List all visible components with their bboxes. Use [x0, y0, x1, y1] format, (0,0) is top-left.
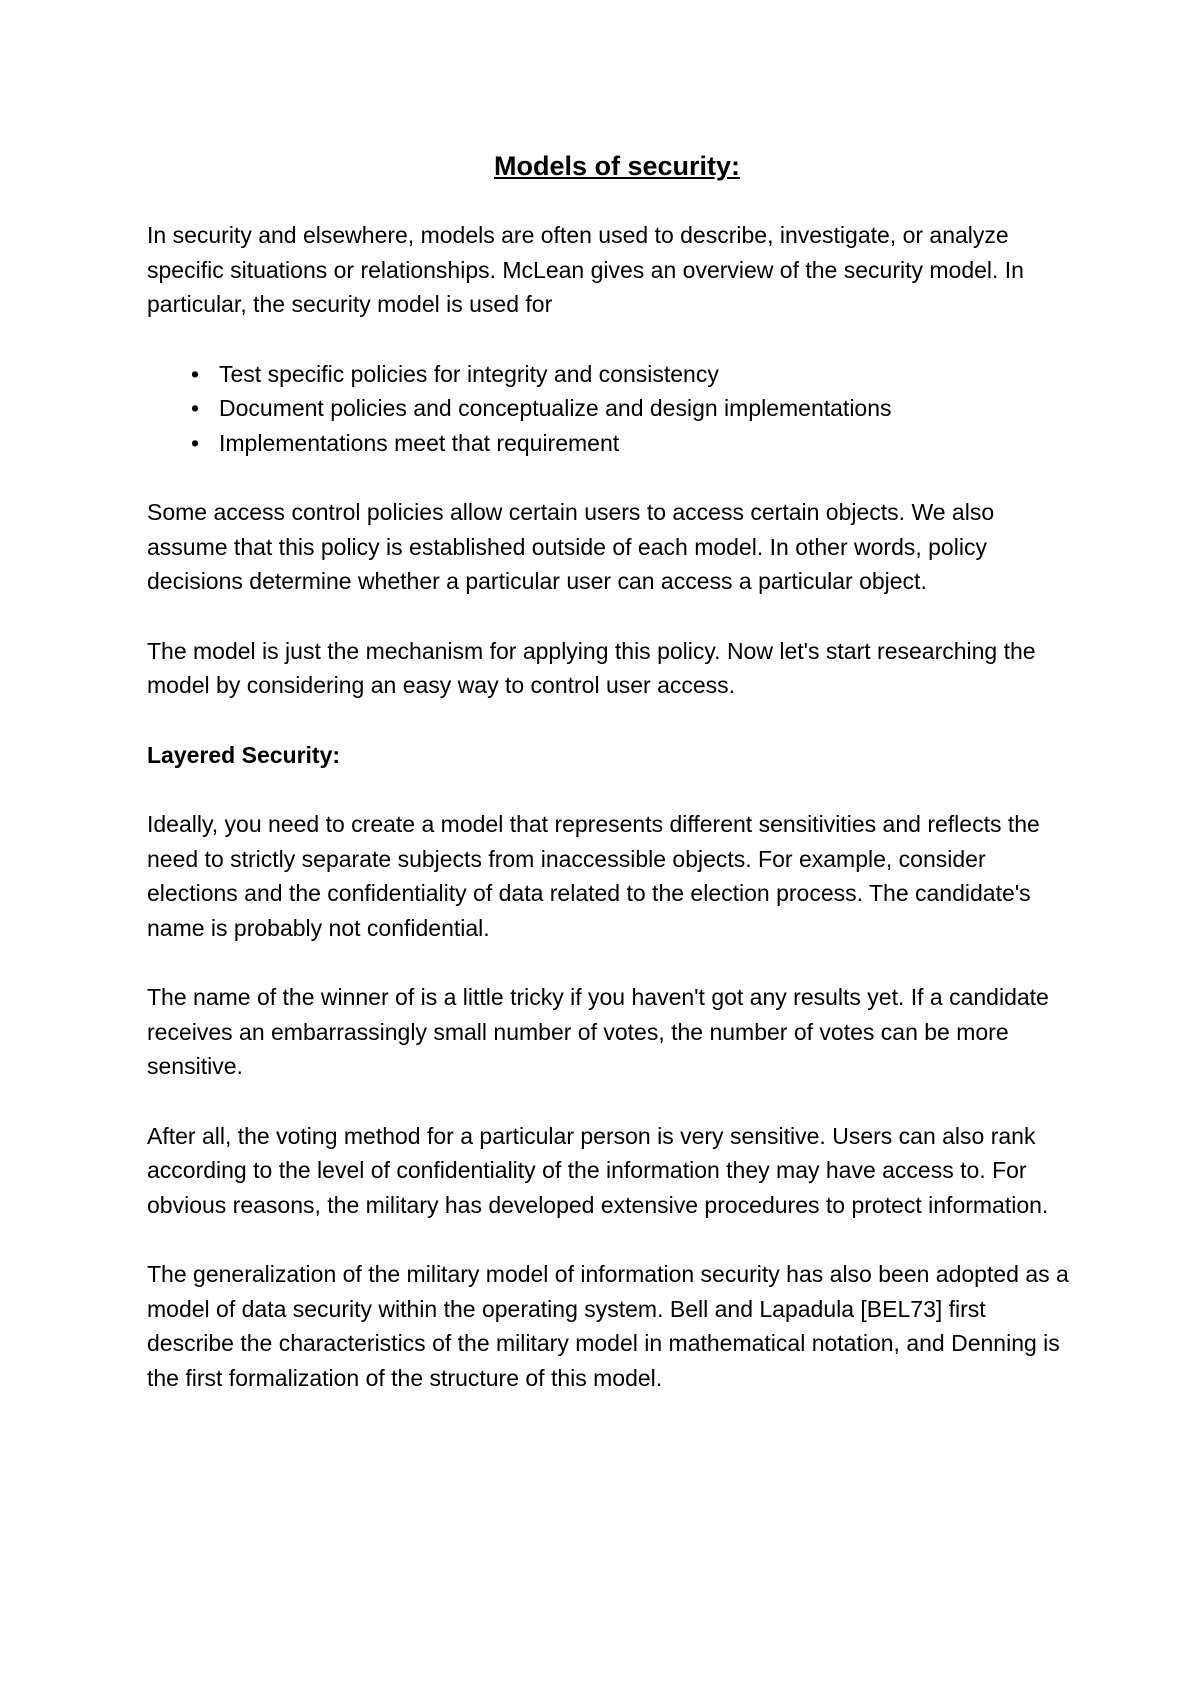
generalization-paragraph: The generalization of the military model of information security has also been adopted as a model of data security within the operating system. Bell and Lapadula [BEL73] first describe the characteristics of the military model in mathematical notation, and Denning is the first formalization of the structure of this model. [147, 1261, 1069, 1391]
mechanism-paragraph: The model is just the mechanism for applying this policy. Now let's start researching the model by considering an easy way to control user access. [147, 637, 1036, 698]
access-control-paragraph: Some access control policies allow certain users to access certain objects. We also assume that this policy is established outside of each model. In other words, policy decisions determine whether a particular user can access a particular object. [147, 499, 995, 594]
list-item [147, 426, 1077, 461]
list-item-text: Test specific policies for integrity and consistency [219, 360, 719, 387]
ideally-paragraph: Ideally, you need to create a model that represents different sensitivities and reflects the need to strictly separate subjects from inaccessible objects. For example, consider elections and the confidentiality of data related to the election process. The candidate's name is probably not confidential. [147, 811, 1040, 941]
intro-paragraph: In security and elsewhere, models are often used to describe, investigate, or analyze specific situations or relationships. McLean gives an overview of the security model. In particular, the security model is used for [147, 222, 1024, 317]
document-body [147, 148, 1077, 1430]
list-item-text: Implementations meet that requirement [219, 429, 620, 456]
page-title: Models of security: [493, 151, 741, 181]
voting-paragraph: After all, the voting method for a particular person is very sensitive. Users can also rank according to the level of confidentiality of the information they may have access to. For obvious reasons, the military has developed extensive procedures to protect information. [147, 1122, 1049, 1218]
list-item-text: Document policies and conceptualize and design implementations [219, 395, 892, 421]
section-heading: Layered Security: [147, 741, 341, 768]
bullet-icon: • [190, 429, 200, 456]
list-item [147, 391, 1077, 426]
bullet-list [147, 357, 1077, 461]
winner-paragraph: The name of the winner of is a little tricky if you haven't got any results yet. If a candidate receives an embarrassingly small number of votes, the number of votes can be more sensitive. [147, 984, 1049, 1079]
bullet-icon: • [190, 395, 200, 421]
list-item [147, 357, 1077, 392]
bullet-icon: • [190, 360, 200, 387]
